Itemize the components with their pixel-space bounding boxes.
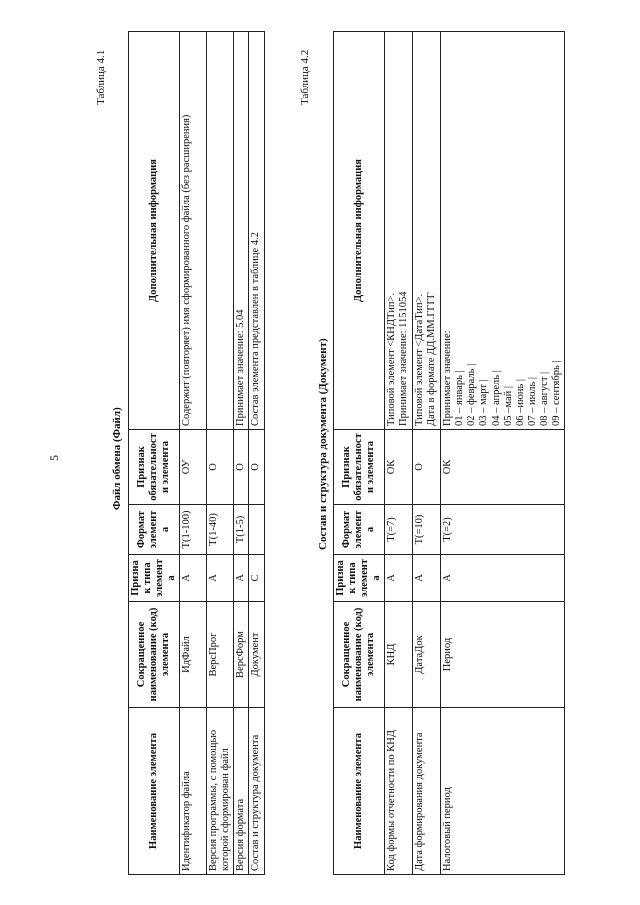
cell-name: Идентификатор файла	[180, 708, 207, 875]
table-row	[385, 32, 413, 875]
cell-name: Дата формирования документа	[413, 708, 441, 875]
cell-info: Типовой элемент <ДатаТип>. Дата в формате ДД.ММ.ГГГГ	[413, 32, 441, 430]
cell-name: Код формы отчетности по КНД	[385, 708, 413, 875]
cell-type: А	[385, 555, 413, 602]
page-number: 5	[47, 455, 61, 461]
table-1-title: Файл обмена (Файл)	[111, 407, 123, 510]
cell-info: Типовой элемент <КНДТип>. Принимает значение: 1151054	[385, 32, 413, 430]
cell-format: T(1-40)	[207, 505, 234, 555]
header-type: Признак типа элемента	[129, 555, 180, 602]
cell-mandatory: ОК	[441, 430, 565, 505]
header-element-name: Наименование элемента	[334, 708, 385, 875]
cell-format: T(=10)	[413, 505, 441, 555]
header-short-name: Сокращенное наименование (код) элемента	[129, 602, 180, 708]
cell-mandatory: ОК	[385, 430, 413, 505]
cell-name: Версия формата	[234, 708, 249, 875]
cell-info	[207, 32, 234, 430]
cell-mandatory: О	[413, 430, 441, 505]
cell-type: А	[441, 555, 565, 602]
cell-code: ВерсПрог	[207, 602, 234, 708]
cell-info: Состав элемента представлен в таблице 4.2	[249, 32, 264, 430]
table-header-row	[334, 32, 385, 875]
table-row	[180, 32, 207, 875]
header-format: Формат элемента	[334, 505, 385, 555]
cell-code: Период	[441, 602, 565, 708]
cell-code: ИдФайл	[180, 602, 207, 708]
header-additional-info: Дополнительная информация	[129, 32, 180, 430]
cell-type: А	[234, 555, 249, 602]
header-type: Признак типа элемента	[334, 555, 385, 602]
cell-name: Состав и структура документа	[249, 708, 264, 875]
cell-info: Принимает значение: 5.04	[234, 32, 249, 430]
cell-type: А	[180, 555, 207, 602]
cell-mandatory: ОУ	[180, 430, 207, 505]
table-row	[249, 32, 264, 875]
cell-info: Содержит (повторяет) имя сформированного файла (без расширения)	[180, 32, 207, 430]
table-row	[207, 32, 234, 875]
cell-code: ВерсФорм	[234, 602, 249, 708]
cell-format: T(=2)	[441, 505, 565, 555]
header-additional-info: Дополнительная информация	[334, 32, 385, 430]
header-mandatory: Признак обязательности элемента	[129, 430, 180, 505]
table-row	[413, 32, 441, 875]
cell-type: А	[413, 555, 441, 602]
cell-code: КНД	[385, 602, 413, 708]
header-element-name: Наименование элемента	[129, 708, 180, 875]
header-mandatory: Признак обязательности элемента	[334, 430, 385, 505]
cell-code: ДатаДок	[413, 602, 441, 708]
cell-mandatory: О	[207, 430, 234, 505]
table-row	[234, 32, 249, 875]
cell-format: T(=7)	[385, 505, 413, 555]
cell-format	[249, 505, 264, 555]
cell-format: T(1-100)	[180, 505, 207, 555]
cell-type: С	[249, 555, 264, 602]
cell-code: Документ	[249, 602, 264, 708]
header-format: Формат элемента	[129, 505, 180, 555]
table-1-caption: Таблица 4.1	[95, 49, 107, 105]
header-short-name: Сокращенное наименование (код) элемента	[334, 602, 385, 708]
table-2-title: Состав и структура документа (Документ)	[317, 338, 329, 550]
cell-name: Налоговый период	[441, 708, 565, 875]
table-2-caption: Таблица 4.2	[299, 49, 311, 105]
cell-info: Принимает значение: 01 – январь | 02 – февраль | 03 – март | 04 – апрель | 05 –май | 06 –июнь | 07 – июль | 08 – август | 09 – сентябрь |	[441, 32, 565, 430]
cell-format: T(1-5)	[234, 505, 249, 555]
table-2	[333, 31, 565, 875]
cell-type: А	[207, 555, 234, 602]
table-1	[128, 31, 265, 875]
table-header-row	[129, 32, 180, 875]
cell-name: Версия программы, с помощью которой сформирован файл	[207, 708, 234, 875]
cell-mandatory: О	[234, 430, 249, 505]
table-row	[441, 32, 565, 875]
cell-mandatory: О	[249, 430, 264, 505]
